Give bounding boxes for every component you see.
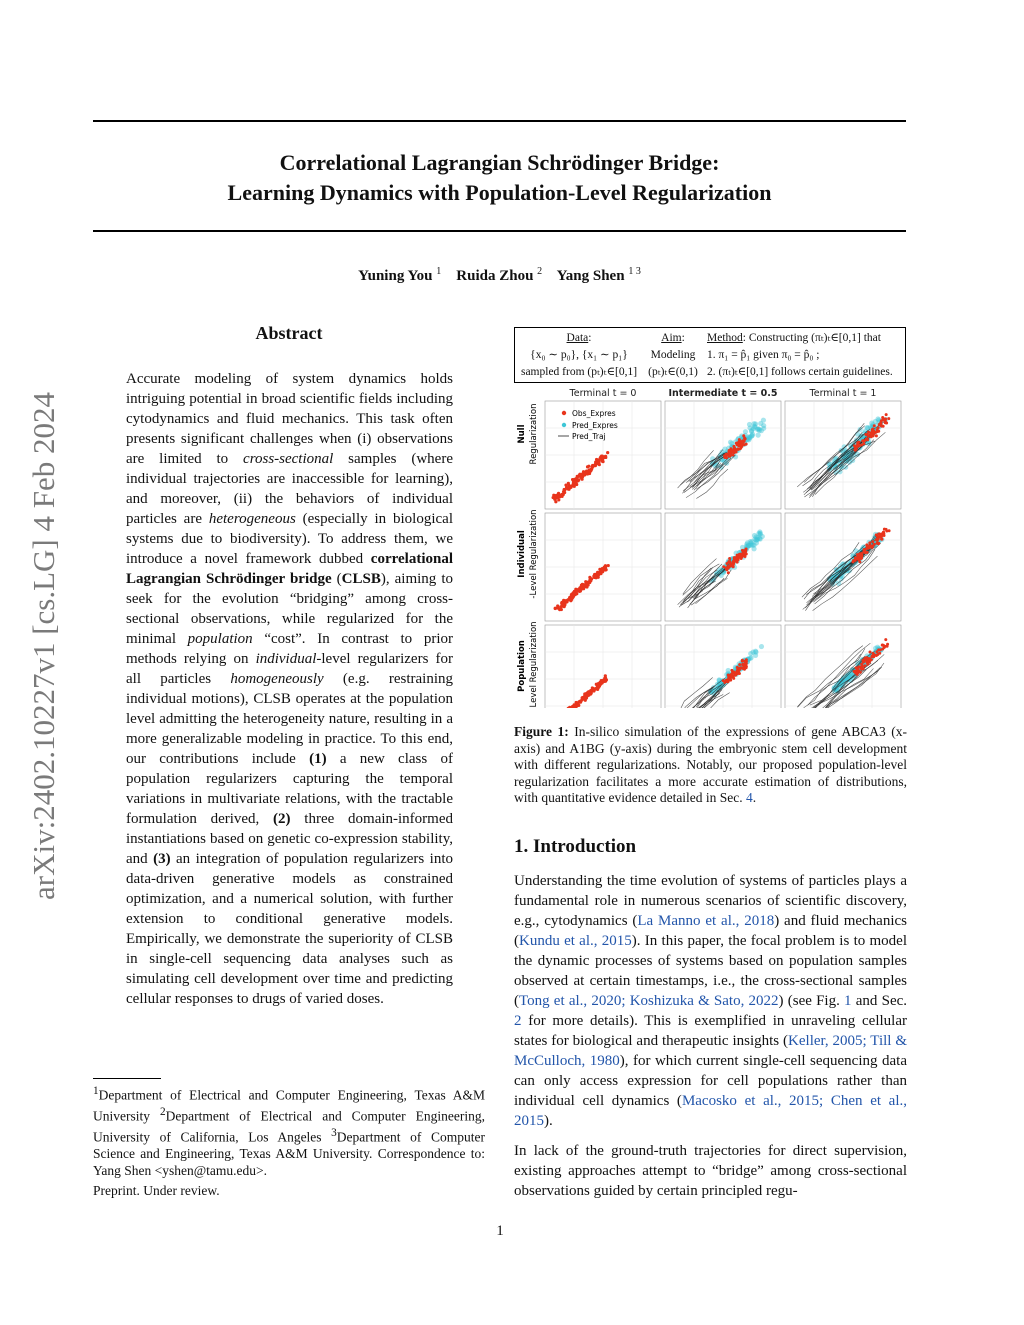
intro-text: ), for which current single-cell sequencing data can only access expression for cell populations rather than individual cell dynamics ( bbox=[514, 1053, 907, 1109]
obs-point bbox=[858, 560, 861, 563]
obs-point bbox=[556, 495, 559, 498]
abstract-text: (especially in biological systems due to biodiversity). To address them, we introduce a novel framework dubbed bbox=[126, 511, 453, 567]
obs-point bbox=[851, 560, 854, 563]
pred-point bbox=[749, 542, 754, 547]
col-title: Intermediate t = 0.5 bbox=[668, 388, 778, 399]
caption-text: In-silico simulation of the expressions of gene ABCA3 (x-axis) and A1BG (y-axis) during the embryonic stem cell development with different regularizations. Notably, our proposed population-level regularization facilitates a more accurate estimation of distributions, with quantitative evidence detailed in Sec. bbox=[514, 724, 907, 805]
box-data-line2: {x₀ ∼ p₀}, {x₁ ∼ p₁} bbox=[530, 349, 628, 361]
abstract-text: an integration of population regularizers into data-driven generative models as constrained optimization, and a numerical solution, with further extension to conditional generative models. Empirically, we demonstrate the superiority of CLSB in single-cell sequencing data analyses such as simulating cell development over time and predicting cellular responses to drugs of varied doses. bbox=[126, 851, 453, 1007]
box-aim-column: Aim: Modeling (pₜ)ₜ∈(0,1) bbox=[645, 330, 701, 381]
obs-point bbox=[728, 560, 731, 563]
box-method-line3: 2. (πₜ)ₜ∈[0,1] follows certain guidelines. bbox=[707, 366, 893, 378]
obs-point bbox=[583, 584, 586, 587]
obs-point bbox=[740, 556, 743, 559]
obs-point bbox=[884, 418, 887, 421]
legend-label: Obs_Expres bbox=[572, 409, 616, 418]
pred-point bbox=[761, 423, 766, 428]
intro-text: ). bbox=[544, 1113, 553, 1129]
obs-point bbox=[585, 472, 588, 475]
obs-point bbox=[880, 538, 883, 541]
obs-point bbox=[603, 678, 606, 681]
obs-point bbox=[593, 574, 596, 577]
obs-point bbox=[570, 595, 573, 598]
obs-point bbox=[577, 704, 580, 707]
obs-point bbox=[742, 667, 745, 670]
obs-point bbox=[735, 448, 738, 451]
pred-point bbox=[743, 429, 748, 434]
obs-point bbox=[736, 670, 739, 673]
obs-point bbox=[873, 543, 876, 546]
obs-point bbox=[868, 650, 871, 653]
author-affiliation: 1 3 bbox=[628, 266, 641, 277]
obs-point bbox=[741, 663, 744, 666]
footnote-rule bbox=[93, 1078, 161, 1079]
obs-point bbox=[856, 444, 859, 447]
box-data-column: Data: {x₀ ∼ p₀}, {x₁ ∼ p₁} sampled from (pₜ)ₜ∈[0,1] bbox=[520, 330, 638, 381]
box-aim-label: Aim bbox=[661, 332, 682, 344]
title-line-1: Correlational Lagrangian Schrödinger Bridge: bbox=[279, 150, 720, 175]
abstract-text: three domain-informed instantiations based on genetic co-expression stability, and bbox=[126, 811, 453, 867]
abstract-emphasis: individual bbox=[255, 651, 317, 667]
abstract-text: “cost”. In contrast to prior methods relying on bbox=[126, 631, 453, 667]
abstract-emphasis: population bbox=[187, 631, 253, 647]
intro-text: ) and fluid mechanics ( bbox=[514, 913, 907, 949]
title-bottom-rule bbox=[93, 230, 906, 232]
obs-point bbox=[728, 557, 731, 560]
figure-caption bbox=[514, 724, 907, 807]
obs-point bbox=[727, 571, 730, 574]
obs-point bbox=[725, 568, 728, 571]
box-data-label: Data bbox=[566, 332, 589, 344]
obs-point bbox=[586, 694, 589, 697]
footnote-mark: 1 bbox=[93, 1085, 99, 1097]
abstract-body bbox=[126, 369, 453, 1009]
arxiv-id: arXiv:2402.10227v1 [cs.LG] 4 Feb 2024 bbox=[26, 392, 61, 900]
abstract-text: a new class of population regularizers capturing the temporal variations in multivariate relations, with the tractable formulation derived, bbox=[126, 751, 453, 827]
obs-point bbox=[738, 667, 741, 670]
legend-pred-marker bbox=[562, 423, 566, 427]
affiliation-footnote bbox=[93, 1083, 485, 1179]
figure-problem-box bbox=[514, 327, 906, 383]
pred-point bbox=[865, 425, 870, 430]
obs-point bbox=[870, 658, 873, 661]
author-name: Yuning You bbox=[358, 268, 433, 284]
author-name: Ruida Zhou bbox=[456, 268, 534, 284]
obs-point bbox=[606, 451, 609, 454]
obs-point bbox=[561, 493, 564, 496]
obs-point bbox=[879, 535, 882, 538]
caption-text: . bbox=[752, 790, 757, 805]
obs-point bbox=[868, 541, 871, 544]
obs-point bbox=[597, 460, 600, 463]
obs-point bbox=[732, 445, 735, 448]
obs-point bbox=[742, 434, 745, 437]
obs-point bbox=[854, 671, 857, 674]
obs-point bbox=[886, 643, 889, 646]
figure-ref-link[interactable]: 1 bbox=[844, 993, 852, 1009]
obs-point bbox=[875, 434, 878, 437]
row-label: -Level Regularization bbox=[529, 509, 539, 599]
scatter-grid bbox=[514, 384, 906, 708]
obs-point bbox=[866, 544, 869, 547]
obs-point bbox=[607, 564, 610, 567]
section-heading: 1. Introduction bbox=[514, 836, 637, 857]
obs-point bbox=[884, 421, 887, 424]
obs-point bbox=[725, 453, 728, 456]
obs-point bbox=[577, 588, 580, 591]
footnote-mark: 2 bbox=[159, 1106, 166, 1118]
obs-point bbox=[736, 554, 739, 557]
box-aim-line2: Modeling bbox=[650, 349, 696, 361]
obs-point bbox=[587, 465, 590, 468]
obs-point bbox=[745, 443, 748, 446]
obs-point bbox=[871, 540, 874, 543]
obs-point bbox=[579, 700, 582, 703]
intro-text: Understanding the time evolution of systems of particles plays a fundamental role in numerous scenarios of scientific discovery, e.g., cytodynamics ( bbox=[514, 873, 907, 929]
box-method-label: Method bbox=[707, 332, 743, 344]
author-name: Yang Shen bbox=[556, 268, 625, 284]
abstract-emphasis: cross-sectional bbox=[243, 451, 334, 467]
obs-point bbox=[855, 447, 858, 450]
obs-point bbox=[728, 455, 731, 458]
obs-point bbox=[877, 430, 880, 433]
abstract-emphasis: heterogeneous bbox=[208, 511, 296, 527]
obs-point bbox=[596, 573, 599, 576]
obs-point bbox=[866, 661, 869, 664]
panel-group bbox=[545, 401, 901, 708]
pred-point bbox=[748, 651, 753, 656]
author-affiliation: 2 bbox=[537, 266, 543, 277]
obs-point bbox=[860, 552, 863, 555]
obs-point bbox=[888, 529, 891, 532]
obs-point bbox=[739, 553, 742, 556]
intro-text: and Sec. bbox=[851, 993, 908, 1009]
citation-link[interactable]: Keller, 2005; Till & McCulloch, 1980 bbox=[514, 1033, 907, 1069]
pred-point bbox=[744, 542, 749, 547]
obs-point bbox=[863, 657, 866, 660]
pred-point bbox=[747, 425, 752, 430]
top-rule bbox=[93, 120, 906, 122]
citation-link[interactable]: Kundu et al., 2015 bbox=[519, 933, 632, 949]
obs-point bbox=[554, 607, 557, 610]
obs-point bbox=[744, 665, 747, 668]
obs-point bbox=[570, 598, 573, 601]
obs-point bbox=[877, 426, 880, 429]
pred-point bbox=[760, 534, 765, 539]
obs-point bbox=[558, 608, 561, 611]
abstract-bold: (1) bbox=[309, 751, 327, 767]
obs-point bbox=[871, 428, 874, 431]
obs-point bbox=[870, 433, 873, 436]
footnote-text: Department of Electrical and Computer Engineering, Texas A&M University bbox=[93, 1087, 485, 1124]
obs-point bbox=[853, 444, 856, 447]
page-number: 1 bbox=[496, 1223, 504, 1239]
obs-point bbox=[875, 538, 878, 541]
obs-point bbox=[581, 475, 584, 478]
row-label-bold: Individual bbox=[517, 530, 527, 578]
legend-label: Pred_Expres bbox=[572, 421, 618, 430]
obs-point bbox=[865, 437, 868, 440]
intro-text: for more details). This is exemplified in unraveling cellular states for biological and therapeutic insights ( bbox=[514, 1013, 907, 1049]
obs-point bbox=[732, 450, 735, 453]
abstract-text: Accurate modeling of system dynamics holds intriguing potential in broad scientific fields including cytodynamics and fluid mechanics. This task often presents significant challenges when (i) observations are limited to bbox=[126, 371, 453, 467]
obs-point bbox=[741, 660, 744, 663]
obs-point bbox=[580, 584, 583, 587]
obs-point bbox=[884, 638, 887, 641]
box-aim-line3: (pₜ)ₜ∈(0,1) bbox=[648, 366, 698, 378]
obs-point bbox=[856, 553, 859, 556]
introduction-body bbox=[514, 871, 907, 1211]
obs-point bbox=[732, 677, 735, 680]
obs-point bbox=[589, 468, 592, 471]
row-label-bold: Population bbox=[517, 640, 527, 692]
obs-point bbox=[744, 549, 747, 552]
abstract-text: ), aiming to seek for the evolution “bridging” among cross-sectional observations, while regularized for the minimal bbox=[126, 571, 453, 647]
pred-point bbox=[759, 644, 764, 649]
row-label: -Level Regularization bbox=[529, 621, 539, 708]
obs-point bbox=[573, 485, 576, 488]
obs-point bbox=[871, 654, 874, 657]
obs-point bbox=[604, 566, 607, 569]
obs-point bbox=[573, 703, 576, 706]
footnote-mark: 3 bbox=[331, 1127, 337, 1139]
obs-point bbox=[737, 444, 740, 447]
obs-point bbox=[877, 542, 880, 545]
obs-point bbox=[856, 441, 859, 444]
figure-1 bbox=[514, 384, 906, 713]
footnote-text: Department of Computer Science and Engineering, Texas A&M University. Correspondence to: Yang Shen <yshen@tamu.edu>. bbox=[93, 1129, 485, 1178]
intro-paragraph bbox=[514, 871, 907, 1131]
box-method-column bbox=[707, 330, 903, 381]
obs-point bbox=[872, 652, 875, 655]
citation-link[interactable]: La Manno et al., 2018 bbox=[637, 913, 775, 929]
pred-point bbox=[756, 426, 761, 431]
citation-link[interactable]: Macosko et al., 2015; Chen et al., 2015 bbox=[514, 1093, 907, 1129]
obs-point bbox=[875, 533, 878, 536]
col-title: Terminal t = 1 bbox=[809, 388, 877, 399]
obs-point bbox=[557, 498, 560, 501]
obs-point bbox=[860, 665, 863, 668]
obs-point bbox=[738, 447, 741, 450]
paper-title bbox=[93, 148, 906, 208]
obs-point bbox=[723, 456, 726, 459]
obs-point bbox=[862, 548, 865, 551]
section-ref-link[interactable]: 2 bbox=[514, 1013, 522, 1029]
caption-label: Figure 1: bbox=[514, 724, 569, 739]
obs-point bbox=[855, 666, 858, 669]
row-label: Regularization bbox=[529, 403, 539, 465]
intro-text: ) (see Fig. bbox=[778, 993, 845, 1009]
title-line-2: Learning Dynamics with Population-Level Regularization bbox=[227, 180, 772, 205]
obs-point bbox=[880, 425, 883, 428]
obs-point bbox=[604, 455, 607, 458]
obs-point bbox=[731, 671, 734, 674]
abstract-bold: CLSB bbox=[341, 571, 381, 587]
obs-point bbox=[562, 599, 565, 602]
box-method-line1: : Constructing (πₜ)ₜ∈[0,1] that bbox=[742, 332, 881, 344]
obs-point bbox=[882, 644, 885, 647]
obs-point bbox=[734, 558, 737, 561]
obs-point bbox=[731, 563, 734, 566]
obs-point bbox=[879, 421, 882, 424]
obs-point bbox=[722, 565, 725, 568]
abstract-text: (e.g. restraining individual motions), CLSB operates at the population level admitting the heterogeneity nature, resulting in a more generalizable modeling in practice. To this end, our contributions include bbox=[126, 671, 453, 767]
abstract-emphasis: homogeneously bbox=[230, 671, 324, 687]
obs-point bbox=[883, 528, 886, 531]
citation-link[interactable]: Tong et al., 2020; Koshizuka & Sato, 2022 bbox=[519, 993, 779, 1009]
row-label-bold: Null bbox=[517, 424, 527, 444]
obs-point bbox=[554, 500, 557, 503]
footnote-text: Department of Electrical and Computer Engineering, University of California, Los Angeles bbox=[93, 1108, 485, 1145]
obs-point bbox=[563, 488, 566, 491]
obs-point bbox=[590, 691, 593, 694]
obs-point bbox=[864, 433, 867, 436]
obs-point bbox=[863, 664, 866, 667]
obs-point bbox=[552, 496, 555, 499]
abstract-text: ( bbox=[331, 571, 342, 587]
obs-point bbox=[885, 413, 888, 416]
abstract-text: samples (where individual trajectories are inaccessible for learning), and moreover, (ii) the behaviors of individual particles are bbox=[126, 451, 453, 527]
obs-point bbox=[728, 678, 731, 681]
obs-point bbox=[597, 684, 600, 687]
obs-point bbox=[601, 460, 604, 463]
legend-obs-marker bbox=[562, 411, 566, 415]
obs-point bbox=[564, 483, 567, 486]
obs-point bbox=[875, 654, 878, 657]
preprint-note: Preprint. Under review. bbox=[93, 1183, 220, 1198]
abstract-text: -level regularizers for all particles bbox=[126, 651, 453, 687]
obs-point bbox=[728, 450, 731, 453]
abstract-heading: Abstract bbox=[255, 323, 323, 343]
author-list bbox=[93, 266, 906, 285]
obs-point bbox=[873, 424, 876, 427]
obs-point bbox=[591, 464, 594, 467]
obs-point bbox=[882, 417, 885, 420]
intro-paragraph: In lack of the ground-truth trajectories for direct supervision, existing approaches attempt to “bridge” among cross-sectional observations guided by certain principled regu- bbox=[514, 1143, 907, 1199]
obs-point bbox=[737, 441, 740, 444]
col-title: Terminal t = 0 bbox=[569, 388, 637, 399]
author-affiliation: 1 bbox=[436, 266, 442, 277]
obs-point bbox=[575, 477, 578, 480]
pred-point bbox=[756, 433, 761, 438]
obs-point bbox=[594, 687, 597, 690]
legend-label: Pred_Traj bbox=[572, 432, 606, 441]
caption-ref-link[interactable]: 4 bbox=[746, 790, 753, 805]
obs-point bbox=[873, 431, 876, 434]
box-data-line3: sampled from (pₜ)ₜ∈[0,1] bbox=[520, 366, 638, 378]
box-method-line2: 1. π₁ = p̂₁ given π₀ = p̂₀ ; bbox=[707, 349, 820, 361]
obs-point bbox=[877, 648, 880, 651]
obs-point bbox=[572, 591, 575, 594]
obs-point bbox=[871, 546, 874, 549]
abstract-bold: correlational Lagrangian Schrödinger bridge bbox=[126, 551, 453, 587]
pred-point bbox=[755, 535, 760, 540]
intro-text: ). In this paper, the focal problem is to model the dynamic processes of systems based on population samples observed at certain timestamps, i.e., the cross-sectional samples ( bbox=[514, 933, 907, 1009]
obs-point bbox=[572, 480, 575, 483]
obs-point bbox=[738, 663, 741, 666]
abstract-bold: (3) bbox=[153, 851, 171, 867]
obs-point bbox=[589, 579, 592, 582]
obs-point bbox=[601, 569, 604, 572]
obs-point bbox=[736, 672, 739, 675]
pred-point bbox=[722, 447, 727, 452]
obs-point bbox=[566, 486, 569, 489]
obs-point bbox=[887, 417, 890, 420]
abstract-bold: (2) bbox=[273, 811, 291, 827]
obs-point bbox=[882, 532, 885, 535]
obs-point bbox=[862, 442, 865, 445]
obs-point bbox=[867, 435, 870, 438]
